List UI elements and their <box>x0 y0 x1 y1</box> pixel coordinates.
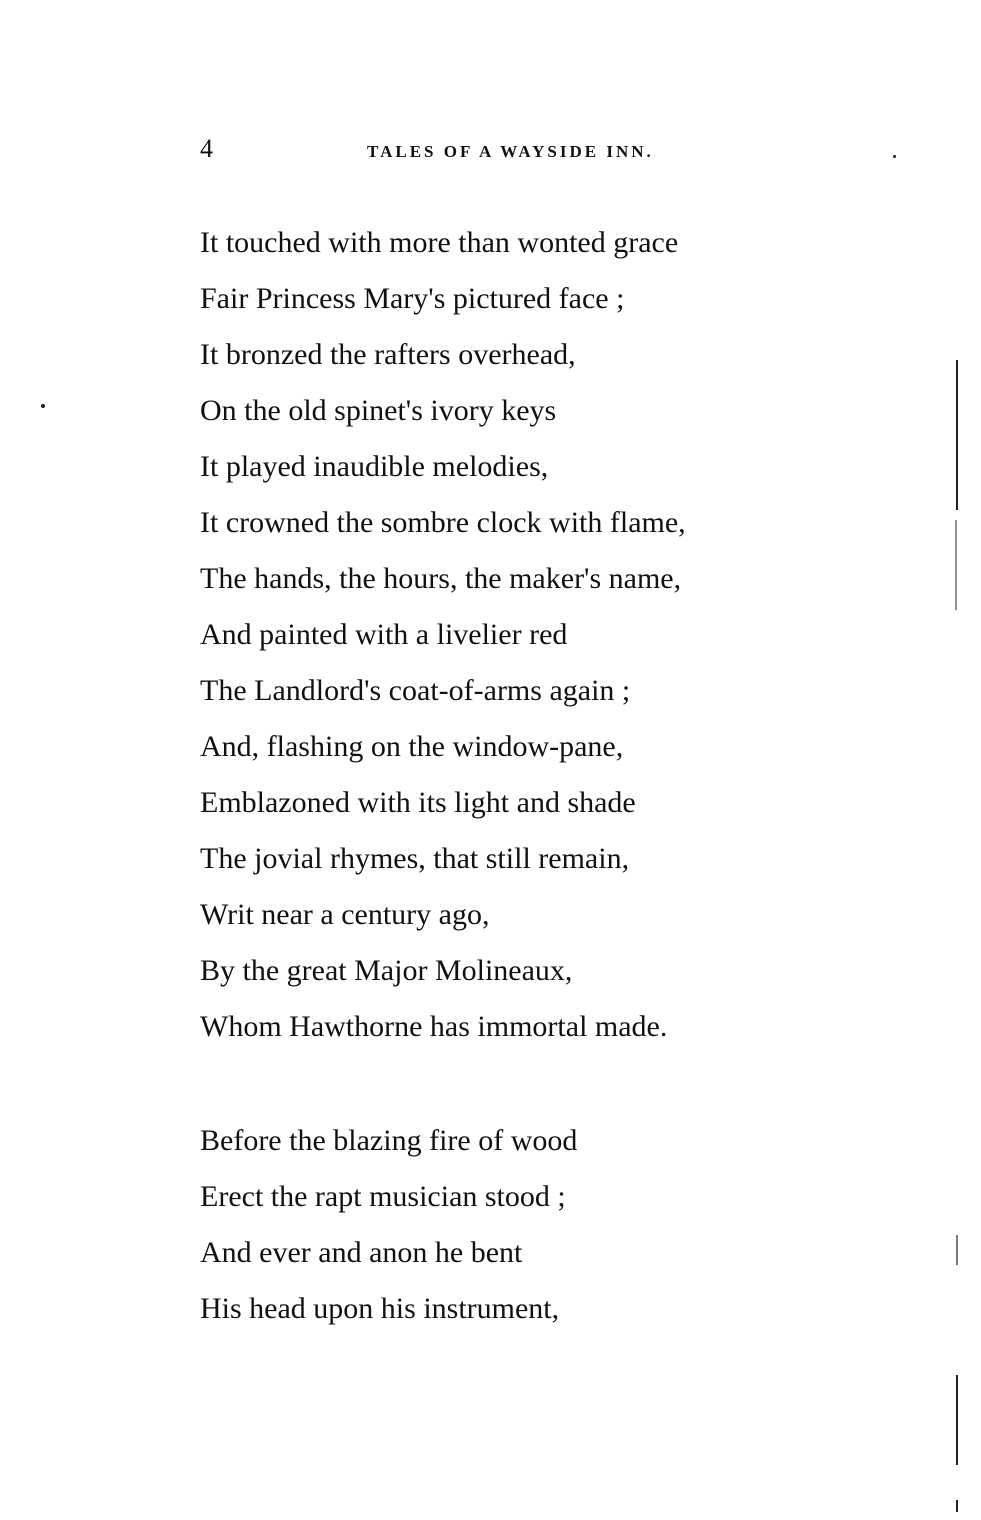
stanza-1 <box>200 223 900 1063</box>
poem-line: Before the blazing fire of wood <box>200 1124 578 1157</box>
scan-edge-mark <box>956 360 958 510</box>
poem-line: It crowned the sombre clock with flame, <box>200 506 686 539</box>
poem-line: By the great Major Molineaux, <box>200 954 573 987</box>
scan-edge-mark <box>956 1235 958 1265</box>
poem-line: Erect the rapt musician stood ; <box>200 1180 566 1213</box>
page-header <box>200 134 760 174</box>
poem-line: The Landlord's coat-of-arms again ; <box>200 674 631 707</box>
poem-line: And, flashing on the window-pane, <box>200 730 624 763</box>
poem-line: It bronzed the rafters overhead, <box>200 338 576 371</box>
poem-line: Emblazoned with its light and shade <box>200 786 636 819</box>
poem-line: On the old spinet's ivory keys <box>200 394 557 427</box>
scan-speck <box>893 155 896 158</box>
scan-edge-mark <box>955 520 957 610</box>
running-title: TALES OF A WAYSIDE INN. <box>367 142 654 161</box>
poem-line: His head upon his instrument, <box>200 1292 560 1325</box>
page-number: 4 <box>200 134 213 163</box>
poem-line: Writ near a century ago, <box>200 898 490 931</box>
poem-line: Fair Princess Mary's pictured face ; <box>200 282 625 315</box>
poem-line: The hands, the hours, the maker's name, <box>200 562 682 595</box>
stanza-2 <box>200 1121 900 1345</box>
scan-edge-mark <box>956 1375 958 1465</box>
poem-line: The jovial rhymes, that still remain, <box>200 842 630 875</box>
poem-line: It played inaudible melodies, <box>200 450 549 483</box>
scan-speck <box>41 404 45 408</box>
poem-line: Whom Hawthorne has immortal made. <box>200 1010 668 1043</box>
poem-line: And painted with a livelier red <box>200 618 568 651</box>
scan-edge-mark <box>956 1500 958 1512</box>
poem-line: And ever and anon he bent <box>200 1236 523 1269</box>
poem-line: It touched with more than wonted grace <box>200 226 679 259</box>
